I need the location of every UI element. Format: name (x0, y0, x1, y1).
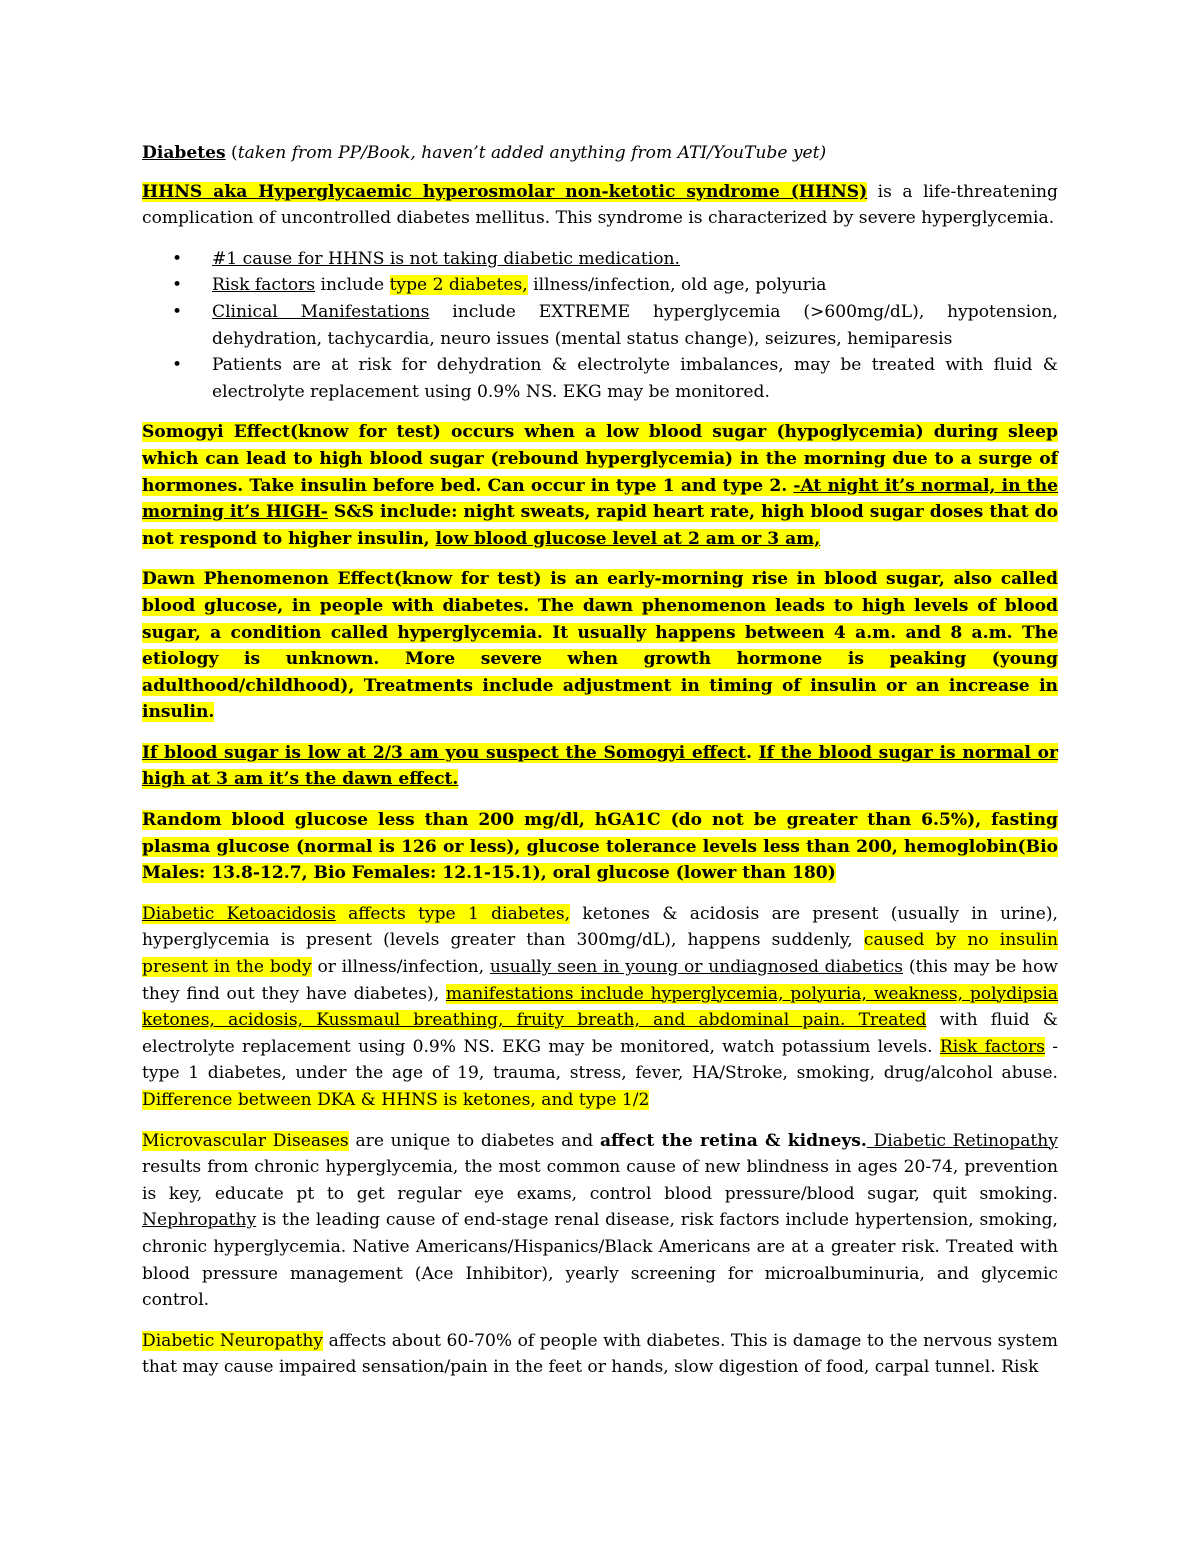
neuro-text: affects about 60-70% of people with diabetes. This is damage to the nervous system that may cause impaired sensation/pain in the feet or hands, slow digestion of food, carpal tunnel. Risk (142, 1330, 1058, 1378)
bullet-icon: • (172, 355, 183, 376)
micro-text-3: is the leading cause of end-stage renal disease, risk factors include hypertension, smoking, chronic hyperglycemia. Native Americans/Hispanics/Black Americans are at a greater risk. Treated with blood pressure management (Ace Inhibitor), yearly screening for microalbuminuria, and glycemic control. (142, 1210, 1058, 1311)
list-item (142, 352, 1058, 405)
hhns-heading: HHNS aka Hyperglycaemic hyperosmolar non-ketotic syndrome (HHNS) (142, 181, 868, 202)
dka-cause: caused by no insulin present in the body (142, 930, 1058, 978)
glucose-text: Random blood glucose less than 200 mg/dl, hGA1C (do not be greater than 6.5%), fasting plasma glucose (normal is 126 or less), glucose tolerance levels less than 200, hemoglobin(Bio Males: 13.8-12.7, Bio Females: 12.1-15.1), oral glucose (lower than 180) (142, 810, 1058, 884)
dawn-text: Dawn Phenomenon Effect(know for test) is an early-morning rise in blood sugar, also called blood glucose, in people with diabetes. The dawn phenomenon leads to high levels of blood sugar, a condition called hyperglycemia. It usually happens between 4 a.m. and 8 a.m. The etiology is unknown. More severe when growth hormone is peaking (young adulthood/childhood), Treatments include adjustment in timing of insulin or an increase in insulin. (142, 569, 1058, 723)
title-paren: ( (225, 143, 238, 163)
title-note: taken from PP/Book, haven’t added anything from ATI/YouTube yet) (237, 143, 827, 163)
dka-manifestations: manifestations include hyperglycemia, polyuria, weakness, polydipsia ketones, acidosis, Kussmaul breathing, fruity breath, and abdominal pain. Treated (142, 983, 1058, 1031)
hhns-paragraph (142, 179, 1058, 232)
bullet-icon: • (172, 275, 183, 296)
compare-somogyi: If blood sugar is low at 2/3 am you suspect the Somogyi effect (142, 742, 746, 763)
neuropathy-paragraph (142, 1328, 1058, 1381)
neuro-term: Diabetic Neuropathy (142, 1330, 324, 1351)
list-item (142, 299, 1058, 352)
hhns-bullet-3-label: Clinical Manifestations (212, 301, 430, 322)
somogyi-paragraph (142, 419, 1058, 552)
dawn-paragraph (142, 566, 1058, 726)
somogyi-underline-1: -At night it’s normal, in the morning it’s HIGH- (142, 475, 1058, 523)
micro-term: Microvascular Diseases (142, 1130, 349, 1151)
dka-population: usually seen in young or undiagnosed diabetics (489, 957, 904, 978)
somogyi-underline-2: low blood glucose level at 2 am or 3 am, (435, 528, 821, 549)
compare-separator: . (745, 742, 759, 763)
hhns-bullet-4: Patients are at risk for dehydration & electrolyte imbalances, may be treated with fluid & electrolyte replacement using 0.9% NS. EKG may be monitored. (212, 355, 1058, 402)
glucose-paragraph (142, 807, 1058, 887)
compare-paragraph (142, 740, 1058, 793)
micro-bold: affect the retina & kidneys. (599, 1130, 867, 1151)
hhns-bullet-2-highlight: type 2 diabetes, (389, 275, 528, 296)
somogyi-text-1: Somogyi Effect(know for test) occurs when a low blood sugar (hypoglycemia) during sleep which can lead to high blood sugar (rebound hyperglycemia) in the morning due to a surge of hormones. Take insulin before bed. Can occur in type 1 and type 2. (142, 422, 1058, 496)
dka-term: Diabetic Ketoacidosis (142, 903, 336, 924)
document-page (142, 140, 1058, 1395)
title-main: Diabetes (142, 143, 226, 163)
hhns-bullet-3-rest: include EXTREME hyperglycemia (>600mg/dL), hypotension, dehydration, tachycardia, neuro issues (mental status change), seizures, hemiparesis (212, 301, 1058, 349)
bullet-icon: • (172, 301, 183, 322)
hhns-bullet-1: #1 cause for HHNS is not taking diabetic medication. (212, 248, 680, 269)
list-item (142, 272, 1058, 299)
micro-retinopathy: Diabetic Retinopathy (866, 1130, 1058, 1151)
hhns-bullet-list (142, 246, 1058, 406)
bullet-icon: • (172, 248, 183, 269)
hhns-bullet-2-rest: illness/infection, old age, polyuria (527, 275, 827, 296)
somogyi-text-2: S&S include: night sweats, rapid heart rate, high blood sugar doses that do not respond to higher insulin, (142, 502, 1058, 549)
dka-difference: Difference between DKA & HHNS is ketones, and type 1/2 (142, 1090, 650, 1110)
document-title (142, 140, 1058, 167)
microvascular-paragraph (142, 1128, 1058, 1314)
dka-text-1: ketones & acidosis are present (usually in urine), hyperglycemia is present (levels greater than 300mg/dL), happens suddenly, (142, 903, 1058, 951)
dka-risk-label: Risk factors (939, 1036, 1045, 1057)
dka-paragraph (142, 901, 1058, 1114)
hhns-bullet-2-mid: include (315, 275, 390, 296)
micro-nephropathy: Nephropathy (142, 1210, 257, 1231)
dka-risk-text: - type 1 diabetes, under the age of 19, trauma, stress, fever, HA/Stroke, smoking, drug/alcohol abuse. (142, 1036, 1058, 1084)
dka-text-4: with fluid & electrolyte replacement using 0.9% NS. EKG may be monitored, watch potassium levels. (142, 1010, 1058, 1057)
hhns-text: is a life-threatening complication of uncontrolled diabetes mellitus. This syndrome is characterized by severe hyperglycemia. (142, 181, 1058, 229)
dka-text-3: (this may be how they find out they have diabetes), (142, 957, 1058, 1004)
micro-text-1: are unique to diabetes and (348, 1130, 600, 1151)
list-item (142, 246, 1058, 273)
hhns-bullet-2-label: Risk factors (212, 275, 316, 296)
dka-type: affects type 1 diabetes, (335, 903, 571, 924)
dka-text-2: or illness/infection, (311, 957, 490, 978)
micro-text-2: results from chronic hyperglycemia, the most common cause of new blindness in ages 20-74, prevention is key, educate pt to get regular eye exams, control blood pressure/blood sugar, quit smoking. (142, 1157, 1058, 1204)
compare-dawn: If the blood sugar is normal or high at 3 am it’s the dawn effect. (142, 742, 1058, 790)
